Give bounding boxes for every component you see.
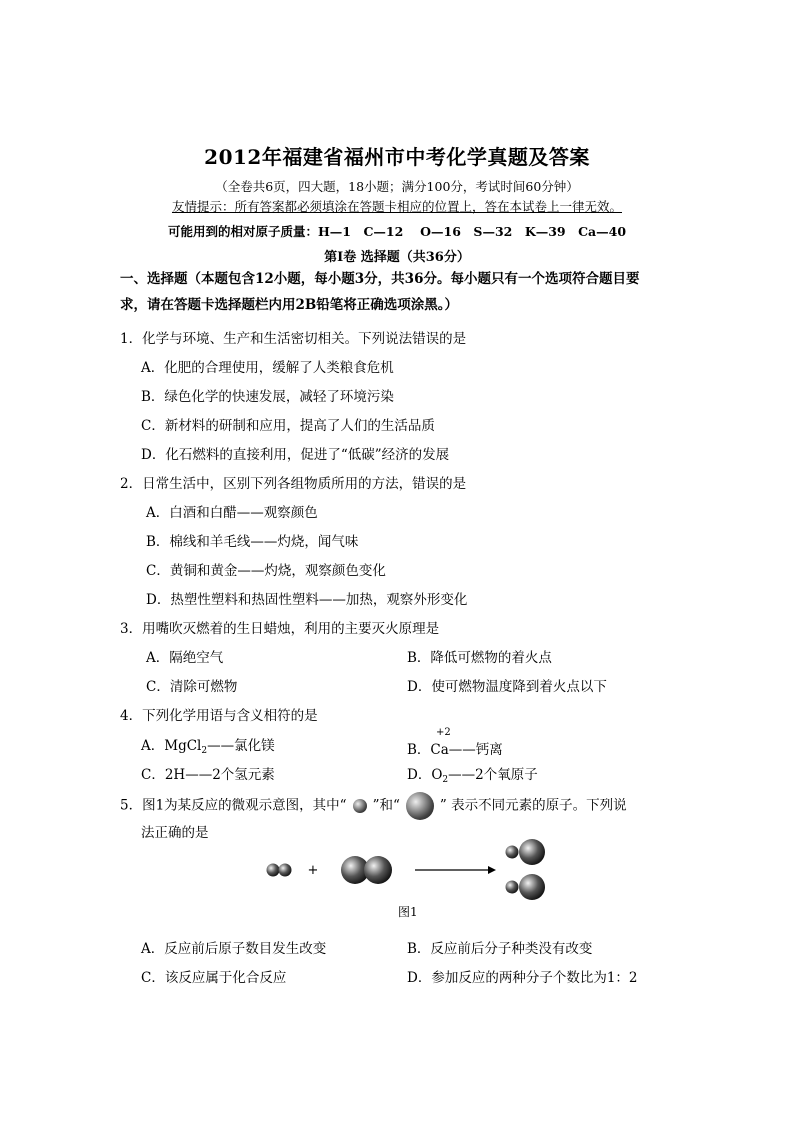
- q5-option-a: A．反应前后原子数目发生改变: [141, 941, 327, 957]
- q2-option-a: A．白酒和白醋——观察颜色: [146, 505, 318, 521]
- product1-small-atom: [506, 846, 519, 859]
- product2-big-atom: [519, 874, 545, 900]
- q5-stem-pre: 5．图1为某反应的微观示意图，其中“: [120, 797, 347, 814]
- q2-stem: 2．日常生活中，区别下列各组物质所用的方法，错误的是: [120, 476, 467, 492]
- product1-big-atom: [519, 839, 545, 865]
- q4-option-a-post: ——氯化镁: [207, 738, 275, 754]
- q4-option-d-post: ——2个氧原子: [448, 767, 538, 783]
- figure-caption: 图1: [398, 905, 418, 919]
- q2-option-c: C．黄铜和黄金——灼烧，观察颜色变化: [146, 563, 386, 579]
- q4-option-b: B．Ca——钙离: [407, 742, 503, 758]
- exam-info: （全卷共6页，四大题，18小题；满分100分，考试时间60分钟）: [215, 179, 579, 194]
- q4-option-d-sub: 2: [442, 775, 449, 785]
- friendly-tip-text: 友情提示：所有答案都必须填涂在答题卡相应的位置上，答在本试卷上一律无效。: [171, 199, 622, 214]
- q3-option-d: D．使可燃物温度降到着火点以下: [407, 679, 607, 695]
- product2-small-atom: [506, 881, 519, 894]
- reactant2-atom2: [364, 856, 392, 884]
- q5-option-c: C．该反应属于化合反应: [141, 970, 287, 986]
- small-atom-icon: [353, 799, 367, 813]
- q1-option-b: B．绿色化学的快速发展，减轻了环境污染: [141, 389, 394, 405]
- q5-stem: [120, 792, 627, 820]
- q5-option-d: D．参加反应的两种分子个数比为1：2: [407, 970, 638, 986]
- q1-option-c: C．新材料的研制和应用，提高了人们的生活品质: [141, 418, 435, 434]
- q4-option-a-pre: A．MgCl: [141, 738, 202, 754]
- q4-option-c: C．2H——2个氢元素: [141, 767, 275, 783]
- q3-stem: 3．用嘴吹灭燃着的生日蜡烛，利用的主要灭火原理是: [120, 621, 440, 637]
- q1-option-a: A．化肥的合理使用，缓解了人类粮食危机: [141, 360, 394, 376]
- q4-option-d-pre: D．O: [407, 767, 443, 783]
- q5-stem-line2: 法正确的是: [141, 825, 209, 841]
- q4-option-a: [141, 734, 275, 756]
- q1-option-d: D．化石燃料的直接利用，促进了“低碳”经济的发展: [141, 447, 450, 463]
- section-heading-line2: 求，请在答题卡选择题栏内用2B铅笔将正确选项涂黑。）: [120, 297, 459, 313]
- q4-option-d: [407, 763, 538, 785]
- q2-option-d: D．热塑性塑料和热固性塑料——加热，观察外形变化: [146, 592, 468, 608]
- atomic-masses: 可能用到的相对原子质量：H—1 C—12 O—16 S—32 K—39 Ca—40: [167, 224, 627, 239]
- q4-option-a-sub: 2: [201, 746, 208, 756]
- reactant1-atom1: [267, 864, 280, 877]
- q5-stem-mid: ”和“: [372, 797, 400, 814]
- q1-stem: 1．化学与环境、生产和生活密切相关。下列说法错误的是: [120, 331, 467, 347]
- section-heading: [120, 266, 680, 318]
- plus-sign: +: [307, 863, 319, 878]
- q3-option-b: B．降低可燃物的着火点: [407, 650, 552, 666]
- big-atom-icon: [406, 792, 434, 820]
- q5-stem-post: ” 表示不同元素的原子。下列说: [439, 797, 627, 814]
- reactant1-atom2: [279, 864, 292, 877]
- arrow-head: [488, 866, 496, 874]
- volume-heading: 第Ⅰ卷 选择题（共36分）: [324, 250, 470, 265]
- q4-stem: 4．下列化学用语与含义相符的是: [120, 708, 318, 724]
- page-title: 2012年福建省福州市中考化学真题及答案: [204, 145, 590, 169]
- q2-option-b: B．棉线和羊毛线——灼烧，闻气味: [146, 534, 359, 550]
- q4-option-b-valence: +2: [436, 727, 451, 738]
- friendly-tip: [0, 197, 794, 215]
- section-heading-line1: 一、选择题（本题包含12小题，每小题3分，共36分。每小题只有一个选项符合题目要: [120, 271, 640, 287]
- q5-option-b: B．反应前后分子种类没有改变: [407, 941, 593, 957]
- q3-option-a: A．隔绝空气: [146, 650, 224, 666]
- q3-option-c: C．清除可燃物: [146, 679, 238, 695]
